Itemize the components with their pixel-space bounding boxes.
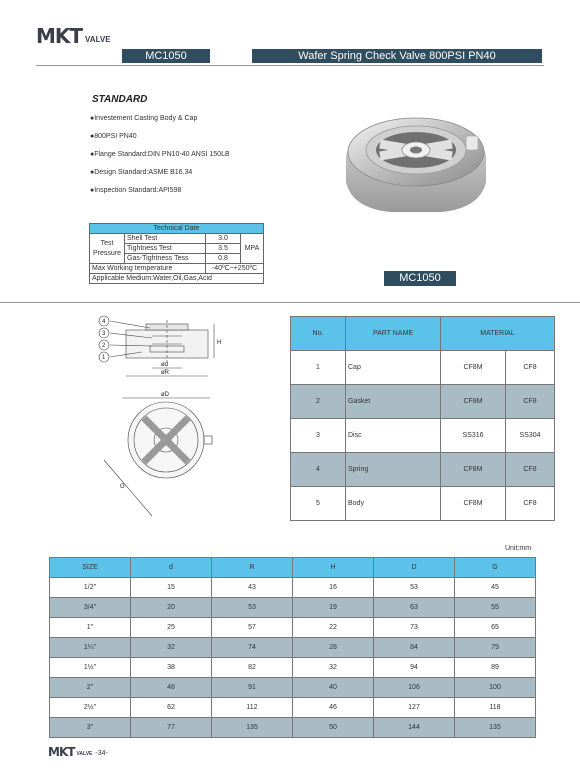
table-cell: 22 bbox=[293, 618, 374, 638]
callout-1: 1 bbox=[102, 355, 106, 361]
table-cell: 53 bbox=[374, 578, 455, 598]
standard-item: ●Design Standard:ASME B16.34 bbox=[90, 169, 193, 176]
table-cell: 135 bbox=[212, 718, 293, 738]
parts-col-no: No. bbox=[291, 317, 346, 351]
section-divider bbox=[0, 302, 580, 303]
callout-4: 4 bbox=[102, 319, 106, 325]
table-cell: 3/4" bbox=[50, 598, 131, 618]
technical-table-title: Technical Date bbox=[90, 224, 264, 234]
callout-2: 2 bbox=[102, 343, 106, 349]
table-cell: 91 bbox=[212, 678, 293, 698]
valve-technical-drawing bbox=[92, 310, 242, 524]
table-cell: CF8M bbox=[441, 487, 506, 521]
table-cell: 28 bbox=[293, 638, 374, 658]
technical-table bbox=[89, 223, 264, 284]
table-cell: 74 bbox=[212, 638, 293, 658]
standard-item: ●800PSI PN40 bbox=[90, 133, 137, 140]
table-cell: CF8 bbox=[506, 385, 555, 419]
brand-logo bbox=[36, 26, 111, 46]
table-cell: 65 bbox=[455, 618, 536, 638]
test-pressure-label: Test Pressure bbox=[90, 234, 125, 264]
table-cell: CF8 bbox=[506, 351, 555, 385]
table-cell: 94 bbox=[374, 658, 455, 678]
table-cell: 106 bbox=[374, 678, 455, 698]
parts-col-name: PART NAME bbox=[346, 317, 441, 351]
table-cell: 53 bbox=[212, 598, 293, 618]
standard-list bbox=[90, 110, 230, 200]
footer bbox=[48, 745, 108, 759]
table-cell: 135 bbox=[455, 718, 536, 738]
size-col-header: G bbox=[455, 558, 536, 578]
footer-logo-sub: VALVE bbox=[76, 751, 93, 757]
table-row bbox=[50, 658, 536, 678]
table-cell: 4 bbox=[291, 453, 346, 487]
table-cell: 77 bbox=[131, 718, 212, 738]
size-col-header: SIZE bbox=[50, 558, 131, 578]
test-name: Shell Test bbox=[125, 234, 206, 244]
table-cell: CF8M bbox=[441, 351, 506, 385]
table-cell: 1½" bbox=[50, 658, 131, 678]
table-cell: 40 bbox=[293, 678, 374, 698]
logo-text: MKT bbox=[36, 24, 83, 48]
header-divider bbox=[36, 65, 544, 66]
table-row bbox=[291, 453, 555, 487]
table-cell: 38 bbox=[131, 658, 212, 678]
model-code-tab: MC1050 bbox=[122, 49, 210, 63]
standard-item: ●Investement Casting Body & Cap bbox=[90, 115, 198, 122]
table-cell: Spring bbox=[346, 453, 441, 487]
table-row bbox=[291, 351, 555, 385]
table-cell: Gasket bbox=[346, 385, 441, 419]
table-cell: 84 bbox=[374, 638, 455, 658]
dim-r: øR bbox=[161, 370, 169, 376]
page-number: -34- bbox=[95, 750, 108, 757]
size-col-header: d bbox=[131, 558, 212, 578]
table-cell: 46 bbox=[293, 698, 374, 718]
dim-big-d: øD bbox=[161, 392, 169, 398]
table-cell: 32 bbox=[293, 658, 374, 678]
standard-item: ●Flange Standard:DIN PN10-40 ANSI 150LB bbox=[90, 151, 230, 158]
table-cell: 100 bbox=[455, 678, 536, 698]
table-cell: 1" bbox=[50, 618, 131, 638]
table-cell: 15 bbox=[131, 578, 212, 598]
table-cell: 43 bbox=[212, 578, 293, 598]
table-cell: 118 bbox=[455, 698, 536, 718]
table-cell: 112 bbox=[212, 698, 293, 718]
table-cell: 16 bbox=[293, 578, 374, 598]
table-row bbox=[50, 618, 536, 638]
table-cell: SS316 bbox=[441, 419, 506, 453]
table-cell: 2" bbox=[50, 678, 131, 698]
valve-product-image bbox=[330, 100, 502, 220]
table-row bbox=[50, 578, 536, 598]
table-cell: Cap bbox=[346, 351, 441, 385]
table-cell: CF8M bbox=[441, 385, 506, 419]
table-row bbox=[291, 385, 555, 419]
table-cell: CF8 bbox=[506, 487, 555, 521]
table-row bbox=[50, 698, 536, 718]
parts-table bbox=[290, 316, 555, 521]
table-cell: 144 bbox=[374, 718, 455, 738]
size-col-header: H bbox=[293, 558, 374, 578]
table-cell: 25 bbox=[131, 618, 212, 638]
table-cell: 45 bbox=[455, 578, 536, 598]
table-cell: 3 bbox=[291, 419, 346, 453]
pressure-unit: MPA bbox=[241, 234, 264, 264]
logo-sub: VALVE bbox=[85, 34, 111, 44]
product-caption: MC1050 bbox=[384, 271, 456, 286]
standard-item: ●Inspection Standard:API598 bbox=[90, 187, 182, 194]
table-cell: 19 bbox=[293, 598, 374, 618]
table-cell: 32 bbox=[131, 638, 212, 658]
applicable-medium: Applicable Medium:Water,Oil,Gas,Acid bbox=[90, 274, 264, 284]
size-col-header: R bbox=[212, 558, 293, 578]
unit-label: Unit:mm bbox=[505, 545, 532, 552]
table-cell: 48 bbox=[131, 678, 212, 698]
table-cell: 82 bbox=[212, 658, 293, 678]
test-value: 0.8 bbox=[206, 254, 241, 264]
table-cell: 5 bbox=[291, 487, 346, 521]
dim-h: H bbox=[217, 340, 222, 346]
table-cell: 20 bbox=[131, 598, 212, 618]
table-cell: 1 bbox=[291, 351, 346, 385]
table-cell: Body bbox=[346, 487, 441, 521]
parts-col-material: MATERIAL bbox=[441, 317, 555, 351]
test-name: Tightness Test bbox=[125, 244, 206, 254]
table-cell: 79 bbox=[455, 638, 536, 658]
standard-heading: STANDARD bbox=[92, 94, 148, 105]
table-cell: 1/2" bbox=[50, 578, 131, 598]
size-table bbox=[49, 557, 536, 738]
table-cell: 2 bbox=[291, 385, 346, 419]
table-cell: 62 bbox=[131, 698, 212, 718]
footer-logo-text: MKT bbox=[48, 745, 75, 759]
max-temp-label: Max Working temperature bbox=[90, 264, 206, 274]
callout-3: 3 bbox=[102, 331, 106, 337]
test-value: 3.5 bbox=[206, 244, 241, 254]
table-cell: SS304 bbox=[506, 419, 555, 453]
table-cell: 73 bbox=[374, 618, 455, 638]
test-name: Gas-Tightness Tess bbox=[125, 254, 206, 264]
table-row bbox=[291, 419, 555, 453]
table-row bbox=[50, 598, 536, 618]
test-value: 3.0 bbox=[206, 234, 241, 244]
table-cell: CF8M bbox=[441, 453, 506, 487]
table-cell: 89 bbox=[455, 658, 536, 678]
table-row bbox=[291, 487, 555, 521]
table-cell: 57 bbox=[212, 618, 293, 638]
table-cell: Disc bbox=[346, 419, 441, 453]
table-row bbox=[50, 678, 536, 698]
max-temp-value: -40ºC~+250ºC bbox=[206, 264, 264, 274]
table-cell: 3" bbox=[50, 718, 131, 738]
table-cell: 127 bbox=[374, 698, 455, 718]
table-cell: 63 bbox=[374, 598, 455, 618]
page-title: Wafer Spring Check Valve 800PSI PN40 bbox=[252, 49, 542, 63]
table-header-row bbox=[50, 558, 536, 578]
table-row bbox=[50, 638, 536, 658]
table-row bbox=[50, 718, 536, 738]
table-cell: 55 bbox=[455, 598, 536, 618]
dim-d: ød bbox=[161, 362, 169, 368]
size-col-header: D bbox=[374, 558, 455, 578]
table-cell: 50 bbox=[293, 718, 374, 738]
table-cell: 2½" bbox=[50, 698, 131, 718]
table-cell: 1¼" bbox=[50, 638, 131, 658]
dim-g: G bbox=[120, 484, 125, 490]
table-cell: CF8 bbox=[506, 453, 555, 487]
